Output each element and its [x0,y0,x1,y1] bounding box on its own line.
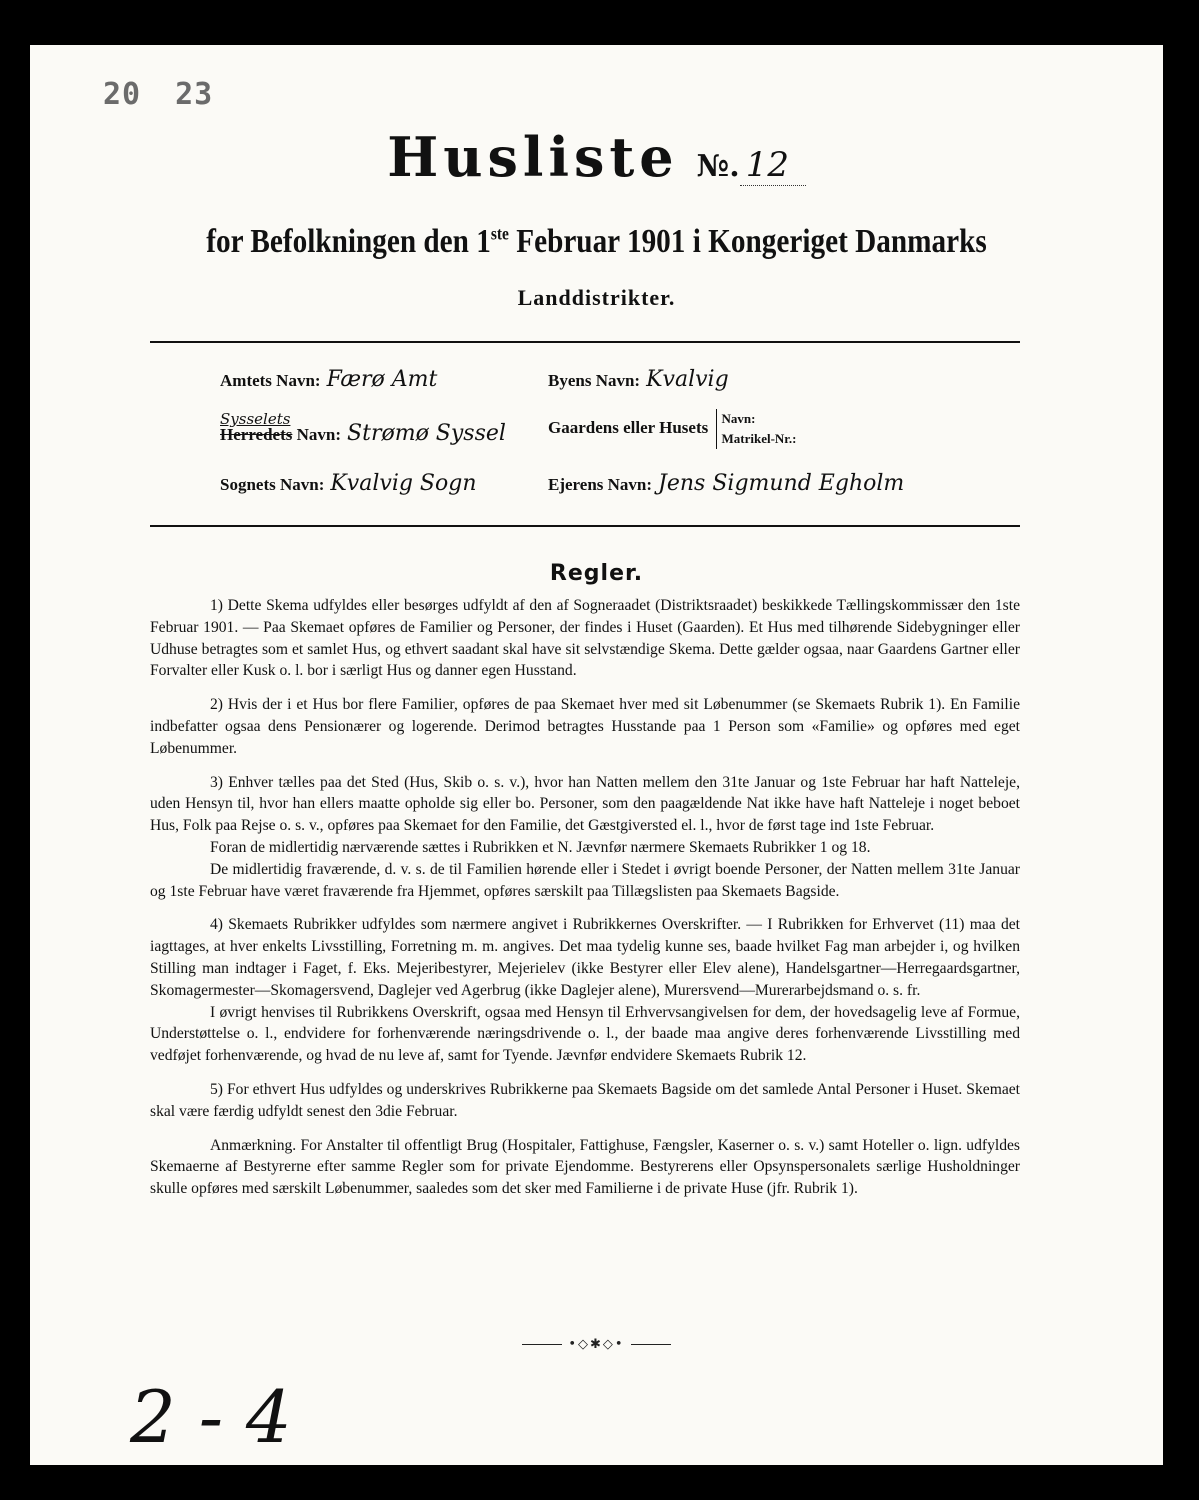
district-heading: Landdistrikter. [517,285,676,310]
bottom-divider [150,525,1020,527]
amt-label: Amtets Navn: [220,371,321,390]
rule-4-cont: I øvrigt henvises til Rubrikkens Overskrift, ogsaa med Hensyn til Erhvervsangivelsen for dem, der hovedsagelig leve af Formue, Understøttelse o. l., endvidere for forhenværende næringsdrivende o. l., der baade maa angive deres forhenværende Livsstilling med vedføjet forhenværende, og hvad de nu leve af, samt for Tyende. Jævnfør endvidere Skemaets Rubrik 12. [150,1003,1020,1065]
subtitle-pre: for Befolkningen den 1 [206,223,491,260]
by-field [548,367,729,392]
sogn-value: Kvalvig Sogn [330,471,477,496]
rule-1: 1) Dette Skema udfyldes eller besørges udfyldt af den af Sogneraadet (Distriktsraadet) beskikkede Tællingskommissær den 1ste Februar 1901. — Paa Skemaet opføres de Familier og Personer, der findes i Huset (Gaarden). Et Hus med tilhørende Sidebygninger eller Udhuse betragtes som et samlet Hus, og ethvert saadant skal have sit selvstændige Skema. Dette gælder ogsaa, naar Gaardens Gartner eller Forvalter eller Kusk o. l. bor i særligt Hus og danner egen Husstand. [150,597,1020,680]
subtitle-post: Februar 1901 i Kongeriget Danmarks [508,223,987,260]
sogn-label: Sognets Navn: [220,475,325,494]
herred-struck: Herredets [220,425,293,444]
rule-4: 4) Skemaets Rubrikker udfyldes som nærmere angivet i Rubrikkernes Overskrifter. — I Rubrikken for Erhvervet (11) maa det iagttages, at hver enkelts Livsstilling, Forretning m. m. angives. Det maa tydelig kunne ses, baade hvilket Fag man arbejder i, og hvilken Stilling man indtager i Faget, f. Eks. Mejeribestyrer, Mejerielev (ikke Bestyrer eller Elev alene), Handelsgartner—Herregaardsgartner, Skomagermester—Skomagersvend, Daglejer ved Agerbrug (ikke Daglejer alene), Murersvend—Murerarbejdsmand o. s. fr. [150,916,1020,999]
page-title [30,125,1163,189]
by-label: Byens Navn: [548,371,641,390]
subtitle-sup: ste [490,223,509,244]
number-label: №. [696,149,740,184]
sogn-field [220,471,477,496]
by-value: Kvalvig [646,367,729,392]
title-text: Husliste [387,125,679,189]
rule-3-cont-2: De midlertidig fraværende, d. v. s. de til Familien hørende eller i Stedet i øvrigt boende Personer, der Natten mellem 31te Januar og 1ste Februar have været fraværende fra Hjemmet, opføres særskilt paa Tillægslisten paa Skemaets Bagside. [150,860,1020,900]
amt-field [220,367,437,392]
rule-3-cont-1: Foran de midlertidig nærværende sættes i Rubrikken et N. Jævnfør nærmere Skemaets Rubrikker 1 og 18. [210,838,871,856]
rule-3: 3) Enhver tælles paa det Sted (Hus, Skib o. s. v.), hvor han Natten mellem den 31te Januar og 1ste Februar har haft Natteleje, uden Hensyn til, hvor han ellers maatte opholde sig eller bo. Personer, som den paagældende Nat ikke have haft Natteleje i noget beboet Hus, Folk paa Rejse o. s. v., opføres paa Skemaet for den Familie, det Gæstgiversted el. l., hvor de først tage ind 1ste Februar. [150,773,1020,835]
gaard-matrikel-label: Matrikel-Nr.: [721,431,797,446]
handwritten-page-number: 2 - 4 [130,1375,292,1459]
herred-value: Strømø Syssel [347,421,506,446]
gaard-field [548,409,796,449]
archive-number-left: 20 [103,77,142,112]
archive-numbers [103,77,247,112]
gaard-label: Gaardens eller Husets [548,417,709,437]
archive-number-right: 23 [175,77,214,112]
rule-note: Anmærkning. For Anstalter til offentligt Brug (Hospitaler, Fattighuse, Fængsler, Kaserner o. s. v.) samt Hoteller o. lign. udfyldes Skemaerne af Bestyrerne efter samme Regler som for private Ejendomme. Bestyrerens eller Opsynspersonalets særlige Husholdninger skulle opføres med særskilt Løbenummer, saaledes som det sker med Familierne i de private Huse (jfr. Rubrik 1). [150,1136,1020,1198]
top-divider [150,341,1020,343]
herred-overwrite: Sysselets [220,410,291,428]
rules-body [150,595,1020,1212]
rules-title: Regler. [549,561,644,586]
ejer-label: Ejerens Navn: [548,475,653,494]
rule-2: 2) Hvis der i et Hus bor flere Familier, opføres de paa Skemaet hver med sit Løbenummer (se Skemaets Rubrik 1). En Familie indbefatter ogsaa dens Pensionærer og logerende. Derimod betragtes Husstande paa 1 Person som «Familie» og opføres med eget Løbenummer. [150,696,1020,757]
ejer-value: Jens Sigmund Egholm [658,471,905,496]
amt-value: Færø Amt [326,367,438,392]
rule-5: 5) For ethvert Hus udfyldes og underskrives Rubrikkerne paa Skemaets Bagside om det samlede Antal Personer i Huset. Skemaet skal være færdig udfyldt senest den 3die Februar. [150,1080,1020,1120]
herred-field [220,410,506,446]
gaard-sub-labels [716,409,796,449]
document-page [30,45,1163,1465]
subtitle [109,223,1083,261]
ejer-field [548,471,904,496]
ornament [30,1337,1163,1352]
list-number: 12 [740,145,806,186]
gaard-navn-label: Navn: [721,411,756,426]
ornament-glyphs: •◇✱◇• [568,1337,625,1352]
herred-label: Navn: [296,425,342,444]
